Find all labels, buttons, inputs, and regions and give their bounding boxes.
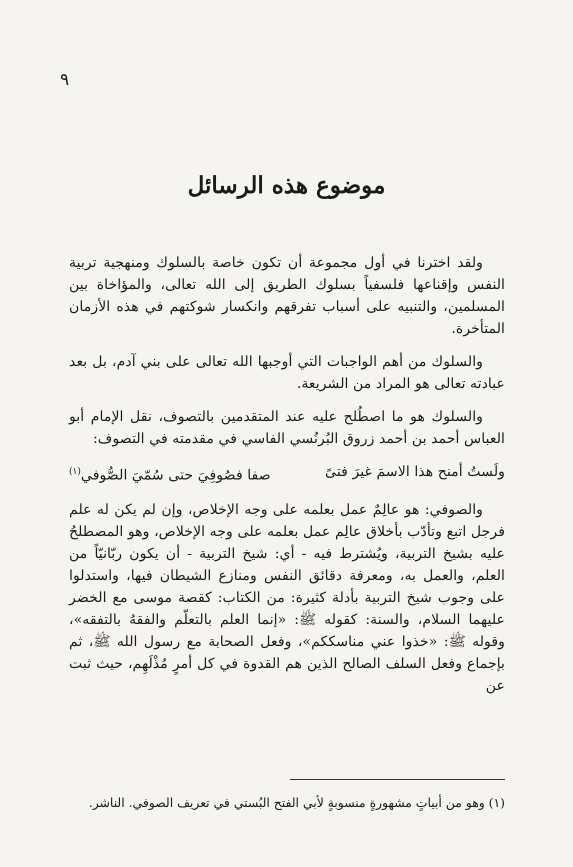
section-title: موضوع هذه الرسائل	[187, 172, 386, 199]
paragraph-4: والصوفي: هو عالِمٌ عمل بعلمه على وجه الإخلاص، وإن لم يكن له علم فرجل اتبع وتأدّب بأخلاق عالِم عمل بعلمه على وجه الإخلاص، وهو المصطلحُ عليه بشيخ التربية، ويُشترط فيه - أي: شيخ التربية - أن يكون ربّانيّاً من العلم، والعمل به، ومعرفة دقائق النفس ومنازع الشيطان فيها، واستدلوا على وجوب شيخ التربية بأدلة كثيرة: من الكتاب: كقصة موسى مع الخضر عليهما السلام، والسنة: كقوله ﷺ: «إنما العلم بالتعلّم والفقهُ بالتفقه»، وقوله ﷺ: «خذوا عني مناسككم»، وفعل الصحابة مع رسول الله ﷺ، ثم بإجماع وفعل السلف الصالح الذين هم القدوة في كل أمرٍ مُذْلَهِم، حيث ثبت عن	[69, 501, 505, 694]
verse-first-hemistich: ولَستُ أمنح هذا الاسمَ غيرَ فتىً	[325, 464, 505, 480]
footnote: (١) وهو من أبياتٍ مشهورةٍ منسوبةٍ لأبي الفتح البُستي في تعريف الصوفي. الناشر.	[88, 795, 505, 810]
paragraph-2: والسلوك من أهم الواجبات التي أوجبها الله تعالى على بني آدم، بل بعد عبادته تعالى هو المراد من الشريعة.	[69, 354, 505, 392]
poetry-verse	[69, 461, 505, 487]
verse-second-text: صفا فصُوفِيَ حتى سُمّيَ الصُّوفي	[80, 467, 271, 484]
paragraph-1: ولقد اخترنا في أول مجموعة أن تكون خاصة بالسلوك ومنهجية تربية النفس وإقناعها فلسفياً بسلوك الطريق إلى الله تعالى، والمؤاخاة بين المسلمين، والتنبيه على أسباب تفرقهم وانكسار شوكتهم في هذه الأزمان المتأخرة.	[69, 255, 505, 337]
page-number: ٩	[60, 70, 70, 90]
verse-second-hemistich	[69, 461, 271, 487]
body-text	[69, 252, 505, 708]
footnote-divider	[290, 779, 505, 780]
paragraph-3: والسلوك هو ما اصطُلح عليه عند المتقدمين بالتصوف، نقل الإمام أبو العباس أحمد بن أحمد زروق البُرنُسي الفاسي في مقدمته في التصوف:	[69, 409, 505, 447]
footnote-marker: (١)	[69, 467, 81, 477]
